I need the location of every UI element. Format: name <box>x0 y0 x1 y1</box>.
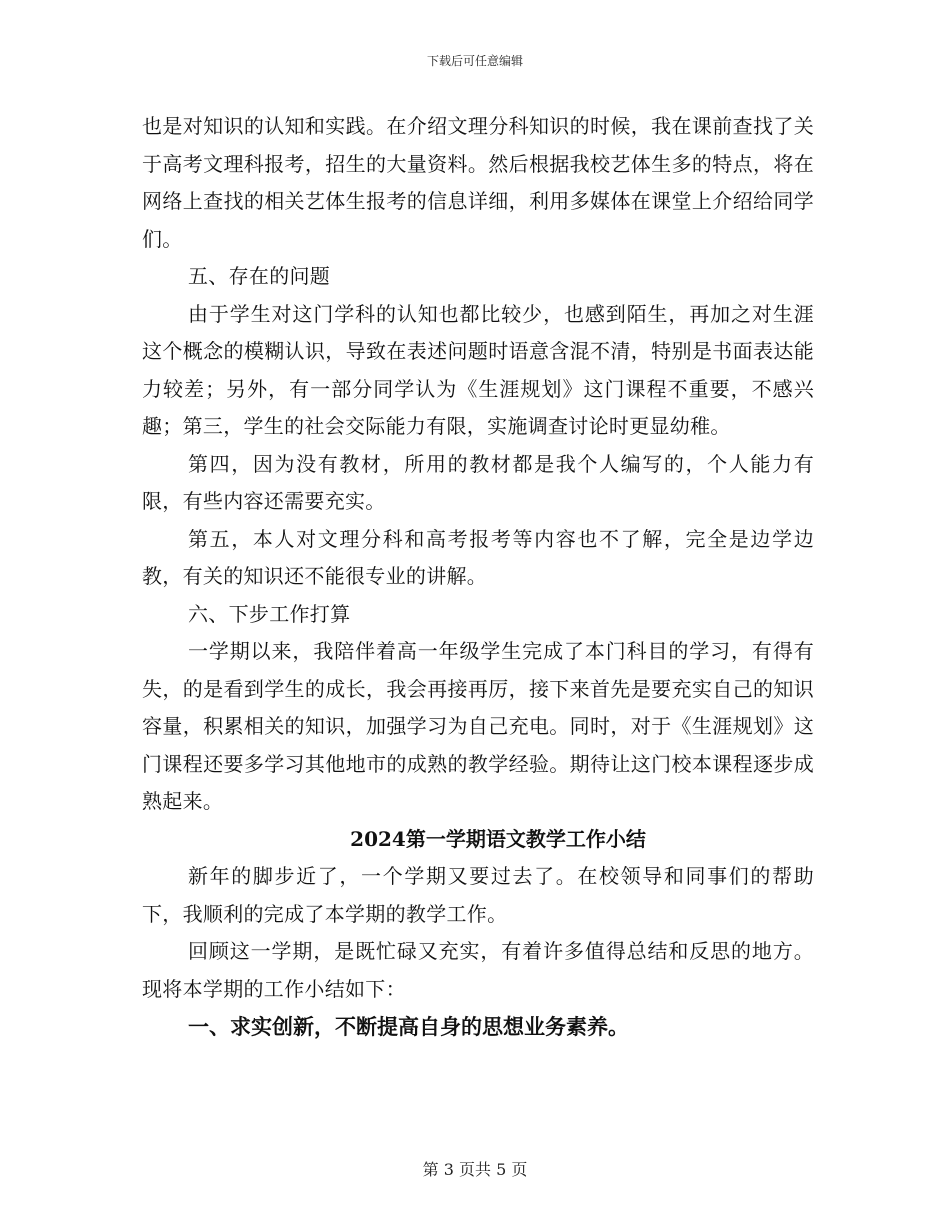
page-footer: 第 3 页共 5 页 <box>422 1160 528 1179</box>
document-body <box>142 108 814 1046</box>
paragraph-new-year: 新年的脚步近了，一个学期又要过去了。在校领导和同事们的帮助下，我顺利的完成了本学期的教学工作。 <box>142 864 814 926</box>
paragraph-fourth: 第四，因为没有教材，所用的教材都是我个人编写的，个人能力有限，有些内容还需要充实。 <box>142 451 814 513</box>
paragraph-review: 回顾这一学期，是既忙碌又充实，有着许多值得总结和反思的地方。现将本学期的工作小结如下： <box>142 939 814 1001</box>
paragraph-fifth: 第五，本人对文理分科和高考报考等内容也不了解，完全是边学边教，有关的知识还不能很专业的讲解。 <box>142 526 814 588</box>
section-title: 2024第一学期语文教学工作小结 <box>350 826 646 851</box>
page-header: 下载后可任意编辑 <box>426 54 523 68</box>
section-heading-five: 五、存在的问题 <box>188 264 331 288</box>
paragraph-problems: 由于学生对这门学科的认知也都比较少，也感到陌生，再加之对生涯这个概念的模糊认识，导致在表述问题时语意含混不清，特别是书面表达能力较差；另外，有一部分同学认为《生涯规划》这门课程不重要，不感兴趣；第三，学生的社会交际能力有限，实施调查讨论时更显幼稚。 <box>142 301 814 438</box>
paragraph-continued: 也是对知识的认知和实践。在介绍文理分科知识的时候，我在课前查找了关于高考文理科报考，招生的大量资料。然后根据我校艺体生多的特点，将在网络上查找的相关艺体生报考的信息详细，利用多媒体在课堂上介绍给同学们。 <box>142 114 814 251</box>
bold-heading: 一、求实创新，不断提高自身的思想业务素养。 <box>188 1014 629 1039</box>
section-heading-six: 六、下步工作打算 <box>188 601 351 626</box>
paragraph-next-steps: 一学期以来，我陪伴着高一年级学生完成了本门科目的学习，有得有失，的是看到学生的成长，我会再接再厉，接下来首先是要充实自己的知识容量，积累相关的知识，加强学习为自己充电。同时，对于《生涯规划》这门课程还要多学习其他地市的成熟的教学经验。期待让这门校本课程逐步成熟起来。 <box>142 639 814 813</box>
